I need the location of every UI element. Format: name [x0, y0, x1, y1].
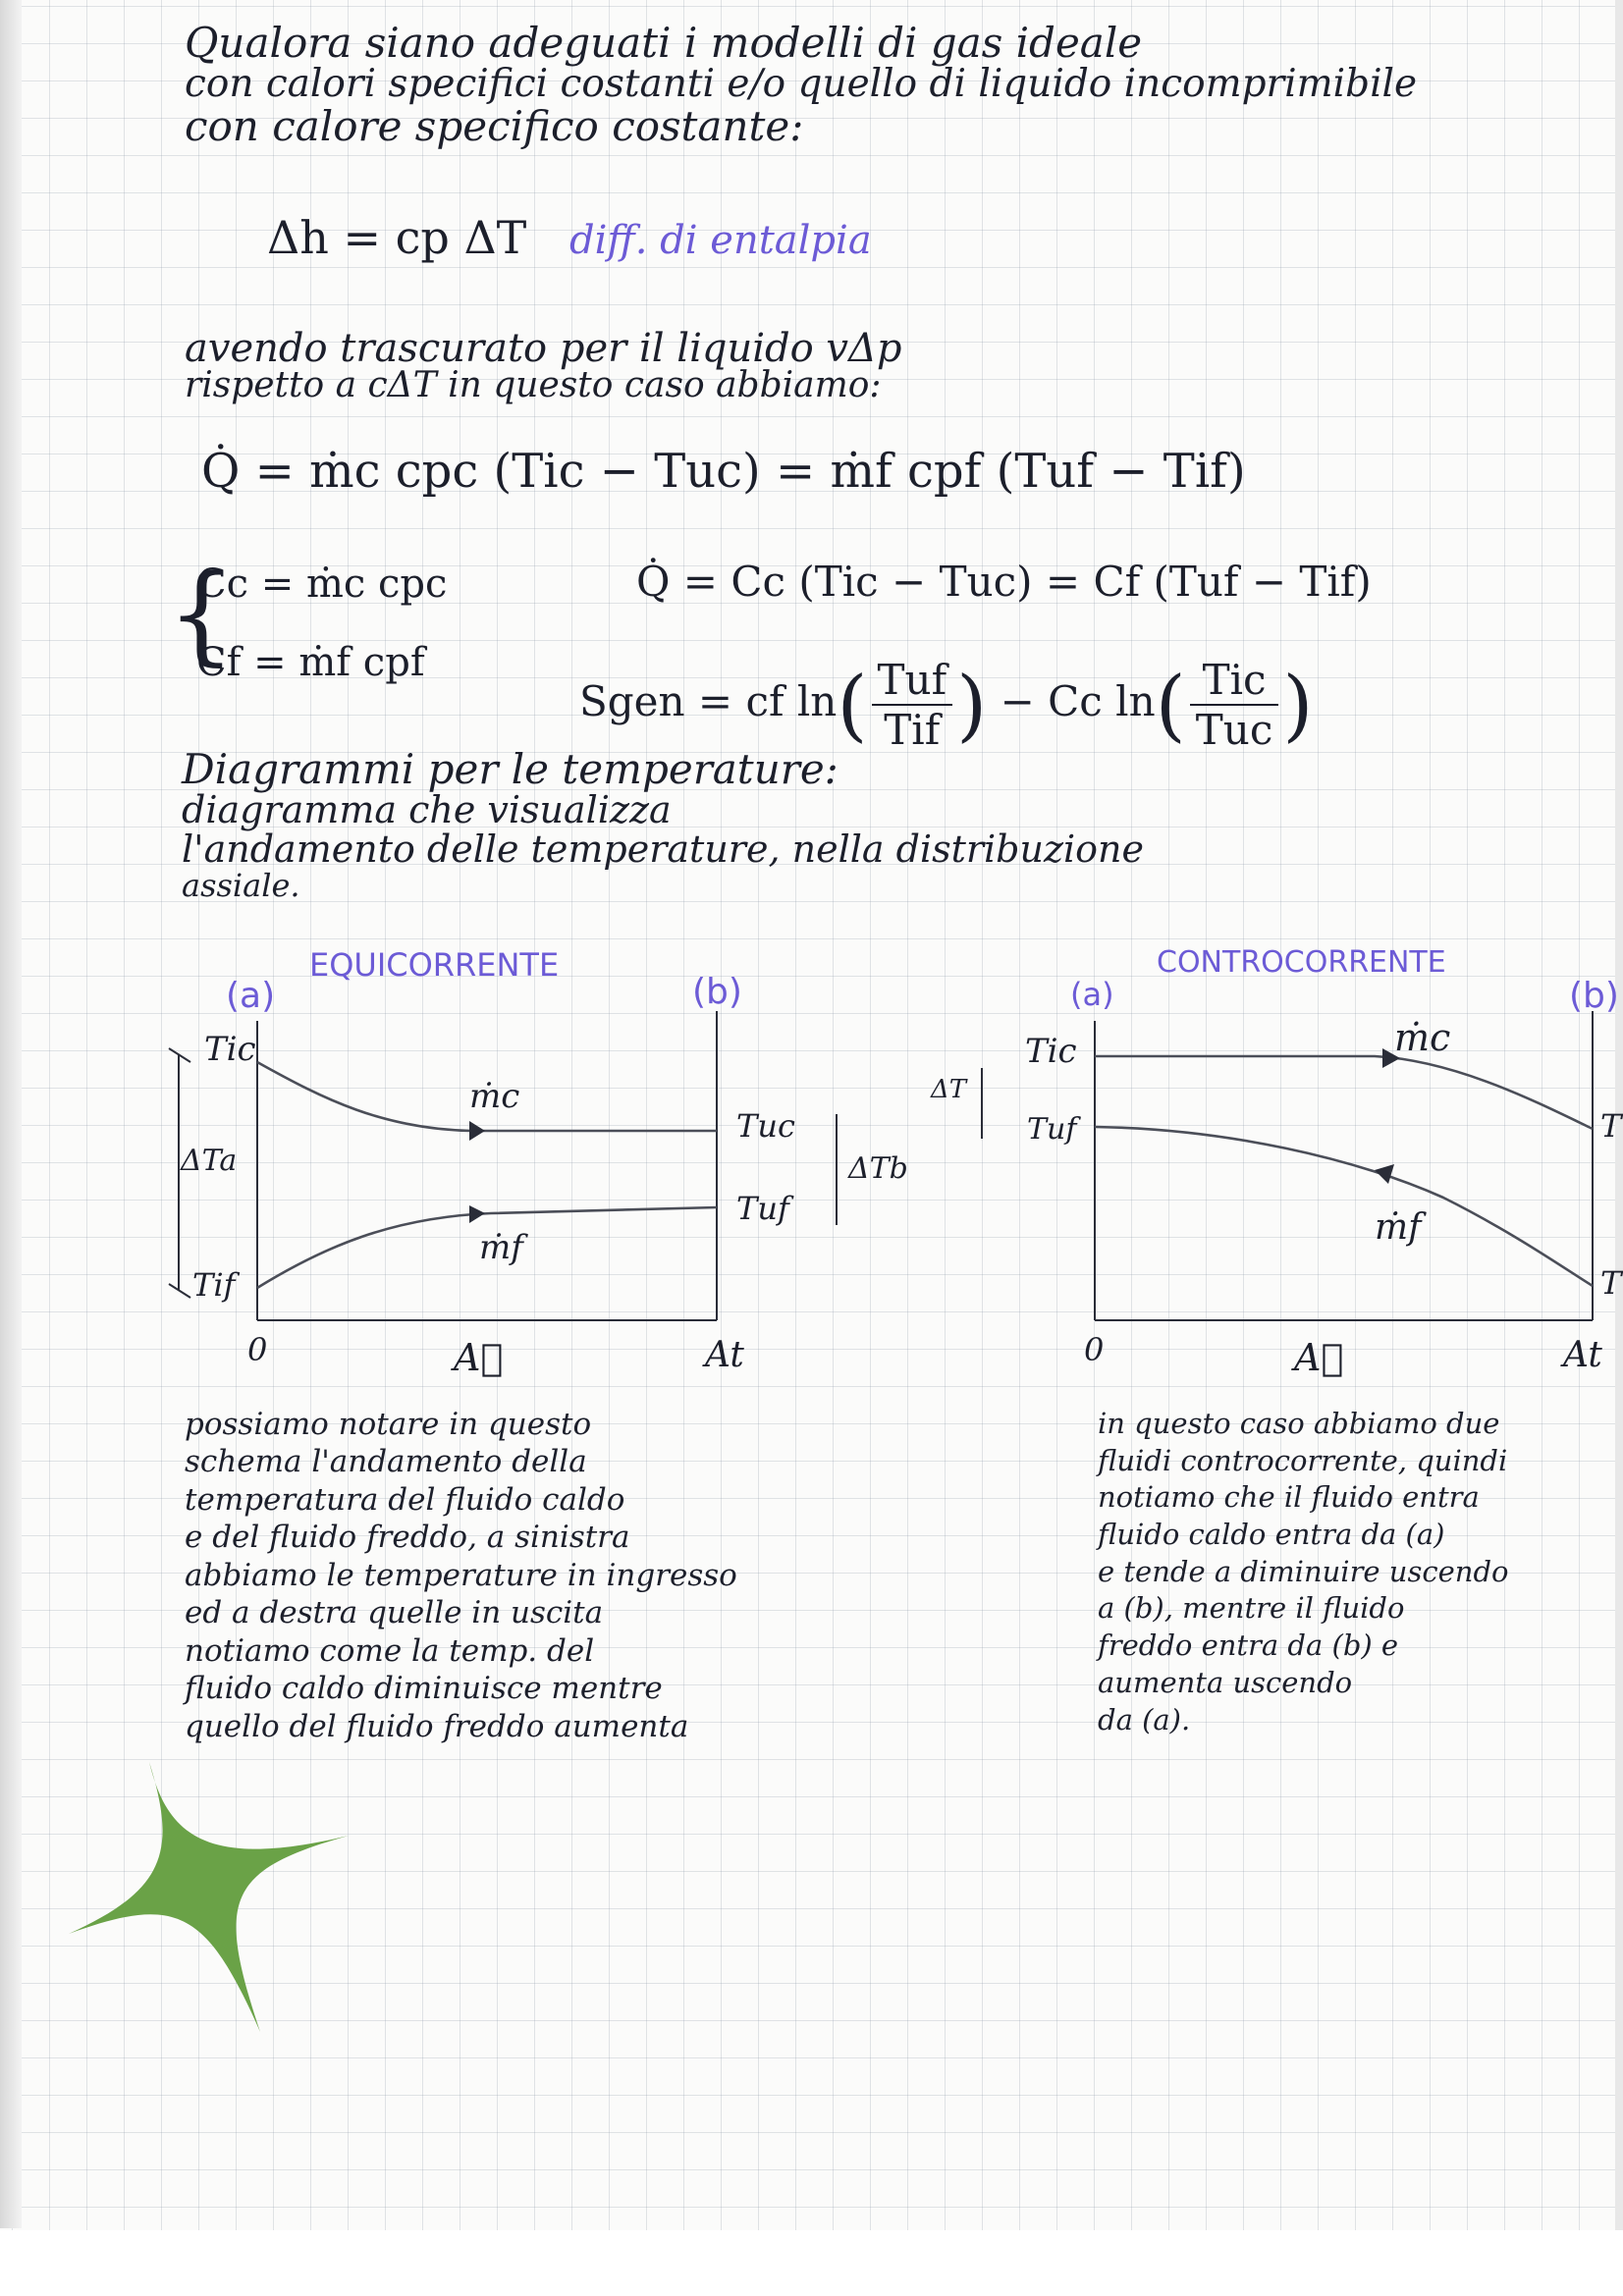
note-line: in questo caso abbiamo due	[1098, 1407, 1500, 1440]
label-right-top: T	[1600, 1107, 1622, 1145]
controcorrente-note	[1098, 1406, 1508, 1738]
section-label-a: (a)	[226, 976, 276, 1016]
note-line: quello del fluido freddo aumenta	[185, 1708, 689, 1744]
fraction-numerator: Tic	[1190, 656, 1279, 706]
label-tic: Tic	[204, 1030, 256, 1069]
section-label-b: (b)	[1569, 976, 1619, 1016]
label-mc: ṁc	[469, 1077, 520, 1116]
paren-close: )	[956, 659, 988, 751]
intro-line: Qualora siano adeguati i modelli di gas ideale	[185, 19, 1143, 67]
sgen-mid: − Cc ln	[1000, 677, 1156, 725]
cold-fluid-curve	[1095, 1127, 1593, 1286]
label-at: At	[1563, 1335, 1602, 1375]
sgen-lhs: Sgen = cf ln	[579, 677, 838, 725]
fraction-denominator: Tuc	[1195, 706, 1273, 754]
neglect-line: avendo trascurato per il liquido vΔp	[185, 326, 902, 371]
enthalpy-note: diff. di entalpia	[569, 218, 872, 263]
note-line: a (b), mentre il fluido	[1098, 1591, 1405, 1626]
note-line: abbiamo le temperature in ingresso	[185, 1557, 737, 1593]
equicorrente-title: EQUICORRENTE	[309, 946, 560, 984]
label-delta: ΔT	[931, 1075, 967, 1104]
intro-line: con calore specifico costante:	[185, 102, 804, 151]
note-line: notiamo come la temp. del	[185, 1632, 595, 1669]
label-area-axis: A⃗	[454, 1336, 504, 1379]
neglect-line: rispetto a cΔT in questo caso abbiamo:	[185, 365, 882, 405]
note-line: fluido caldo diminuisce mentre	[185, 1671, 663, 1707]
green-star-sticker-icon	[59, 1742, 358, 2042]
paren-open: (	[837, 659, 868, 751]
label-origin: 0	[247, 1331, 268, 1368]
fraction-denominator: Tif	[884, 706, 941, 754]
section-label-b: (b)	[692, 972, 742, 1012]
note-line: aumenta uscendo	[1098, 1665, 1353, 1699]
label-delta-tb: ΔTb	[848, 1151, 908, 1186]
note-line: fluidi controcorrente, quindi	[1098, 1443, 1508, 1477]
note-line: e tende a diminuire uscendo	[1098, 1554, 1509, 1588]
heat-rate-equation: Q̇ = ṁc cpc (Tic − Tuc) = ṁf cpf (Tuf − Tif)	[201, 444, 1246, 499]
note-line: freddo entra da (b) e	[1098, 1629, 1399, 1663]
label-delta-ta: ΔTa	[181, 1144, 238, 1178]
hot-fluid-curve	[1095, 1056, 1593, 1129]
paren-open: (	[1155, 659, 1186, 751]
page-bottom-margin	[0, 2230, 1623, 2296]
intro-line: con calori specifici costanti e/o quello di liquido incomprimibile	[185, 62, 1418, 107]
label-mc: ṁc	[1394, 1016, 1451, 1059]
cc-definition: Cc = ṁc cpc	[196, 561, 448, 607]
diagram-line: l'andamento delle temperature, nella distribuzione	[182, 827, 1144, 871]
label-tuf: Tuf	[736, 1190, 789, 1227]
label-tic: Tic	[1025, 1032, 1077, 1071]
note-line: da (a).	[1098, 1702, 1191, 1736]
label-origin: 0	[1084, 1331, 1105, 1368]
enthalpy-equation: Δh = cp ΔT	[267, 211, 527, 264]
section-label-a: (a)	[1070, 976, 1114, 1013]
note-line: notiamo che il fluido entra	[1098, 1480, 1480, 1515]
label-mf: ṁf	[1375, 1207, 1422, 1248]
label-at: At	[705, 1335, 744, 1375]
label-area-axis: A⃗	[1294, 1336, 1344, 1379]
label-mf: ṁf	[479, 1228, 523, 1267]
controcorrente-title: CONTROCORRENTE	[1157, 945, 1446, 980]
diagram-line: diagramma che visualizza	[182, 788, 672, 832]
star-shape	[69, 1762, 349, 2032]
equicorrente-note	[185, 1406, 737, 1745]
diagram-line: assiale.	[182, 866, 300, 904]
note-line: fluido caldo entra da (a)	[1098, 1518, 1445, 1552]
diagram-line: Diagrammi per le temperature:	[182, 745, 839, 793]
note-line: schema l'andamento della	[185, 1444, 587, 1480]
brace-symbol: {	[167, 551, 236, 676]
label-tuc: Tuc	[736, 1107, 795, 1145]
fraction-numerator: Tuf	[872, 656, 953, 706]
note-line: possiamo notare in questo	[185, 1407, 592, 1442]
label-tif: Tif	[192, 1266, 236, 1304]
cf-definition: Cf = ṁf cpf	[196, 640, 425, 685]
note-line: e del fluido freddo, a sinistra	[185, 1520, 630, 1556]
paren-close: )	[1282, 659, 1314, 751]
label-tuf: Tuf	[1027, 1112, 1077, 1147]
label-right-bottom: T	[1600, 1264, 1622, 1302]
note-line: ed a destra quelle in uscita	[185, 1595, 604, 1631]
cold-flow-arrow	[1375, 1164, 1394, 1184]
heat-rate-short-equation: Q̇ = Cc (Tic − Tuc) = Cf (Tuf − Tif)	[636, 558, 1372, 606]
note-line: temperatura del fluido caldo	[185, 1481, 625, 1518]
